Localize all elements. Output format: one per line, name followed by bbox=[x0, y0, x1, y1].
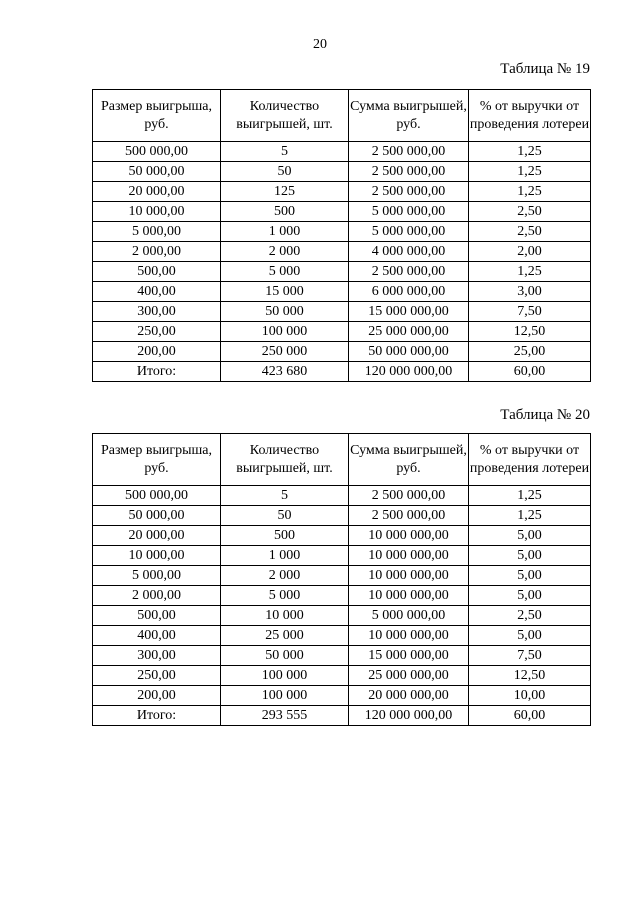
cell-prize-size: 200,00 bbox=[93, 342, 221, 362]
cell-prize-count: 100 000 bbox=[221, 686, 349, 706]
table-row bbox=[93, 202, 591, 222]
table-row bbox=[93, 182, 591, 202]
cell-prize-sum: 15 000 000,00 bbox=[349, 302, 469, 322]
cell-prize-sum: 25 000 000,00 bbox=[349, 666, 469, 686]
cell-revenue-percent: 10,00 bbox=[469, 686, 591, 706]
cell-prize-count: 100 000 bbox=[221, 666, 349, 686]
cell-prize-size: 50 000,00 bbox=[93, 506, 221, 526]
header-revenue-percent: % от выручки от проведения лотереи bbox=[469, 434, 591, 486]
cell-revenue-percent: 7,50 bbox=[469, 302, 591, 322]
header-prize-size: Размер выигрыша, руб. bbox=[93, 434, 221, 486]
table-row bbox=[93, 586, 591, 606]
cell-prize-size: 250,00 bbox=[93, 322, 221, 342]
table-20-caption: Таблица № 20 bbox=[500, 407, 590, 423]
cell-prize-count: 5 bbox=[221, 486, 349, 506]
cell-revenue-percent: 3,00 bbox=[469, 282, 591, 302]
cell-prize-size: 400,00 bbox=[93, 282, 221, 302]
cell-prize-size: 300,00 bbox=[93, 646, 221, 666]
table-row bbox=[93, 606, 591, 626]
header-prize-sum: Сумма выигрышей, руб. bbox=[349, 90, 469, 142]
cell-prize-sum: 10 000 000,00 bbox=[349, 586, 469, 606]
cell-prize-count: 5 000 bbox=[221, 262, 349, 282]
cell-prize-size: 10 000,00 bbox=[93, 546, 221, 566]
cell-prize-size: 250,00 bbox=[93, 666, 221, 686]
cell-revenue-percent: 1,25 bbox=[469, 182, 591, 202]
cell-prize-sum: 2 500 000,00 bbox=[349, 142, 469, 162]
cell-prize-count: 10 000 bbox=[221, 606, 349, 626]
table-row bbox=[93, 222, 591, 242]
cell-prize-size: 2 000,00 bbox=[93, 242, 221, 262]
cell-prize-size: 5 000,00 bbox=[93, 566, 221, 586]
cell-prize-sum: 5 000 000,00 bbox=[349, 222, 469, 242]
table-row bbox=[93, 322, 591, 342]
cell-prize-sum: 2 500 000,00 bbox=[349, 262, 469, 282]
cell-prize-count: 50 bbox=[221, 162, 349, 182]
cell-prize-sum: 25 000 000,00 bbox=[349, 322, 469, 342]
cell-revenue-percent: 5,00 bbox=[469, 626, 591, 646]
cell-prize-count: 125 bbox=[221, 182, 349, 202]
table-row bbox=[93, 506, 591, 526]
table-row bbox=[93, 486, 591, 506]
cell-prize-sum: 15 000 000,00 bbox=[349, 646, 469, 666]
cell-prize-sum: 2 500 000,00 bbox=[349, 486, 469, 506]
cell-prize-size: 20 000,00 bbox=[93, 526, 221, 546]
table-row bbox=[93, 646, 591, 666]
header-prize-sum: Сумма выигрышей, руб. bbox=[349, 434, 469, 486]
cell-prize-count: 500 bbox=[221, 202, 349, 222]
table-row bbox=[93, 666, 591, 686]
cell-prize-sum: 10 000 000,00 bbox=[349, 566, 469, 586]
table-row bbox=[93, 282, 591, 302]
prize-table-19 bbox=[92, 89, 591, 382]
cell-revenue-percent: 1,25 bbox=[469, 506, 591, 526]
total-row bbox=[93, 362, 591, 382]
cell-revenue-percent: 7,50 bbox=[469, 646, 591, 666]
total-row bbox=[93, 706, 591, 726]
cell-revenue-percent: 1,25 bbox=[469, 486, 591, 506]
table-row bbox=[93, 242, 591, 262]
cell-prize-size: 500 000,00 bbox=[93, 142, 221, 162]
cell-prize-size: 2 000,00 bbox=[93, 586, 221, 606]
cell-prize-count: 100 000 bbox=[221, 322, 349, 342]
cell-prize-count: 423 680 bbox=[221, 362, 349, 382]
cell-prize-size: 20 000,00 bbox=[93, 182, 221, 202]
cell-prize-size: Итого: bbox=[93, 706, 221, 726]
cell-prize-sum: 120 000 000,00 bbox=[349, 362, 469, 382]
table-row bbox=[93, 302, 591, 322]
cell-prize-size: 400,00 bbox=[93, 626, 221, 646]
cell-revenue-percent: 5,00 bbox=[469, 586, 591, 606]
cell-revenue-percent: 2,50 bbox=[469, 202, 591, 222]
cell-revenue-percent: 5,00 bbox=[469, 526, 591, 546]
cell-prize-sum: 6 000 000,00 bbox=[349, 282, 469, 302]
cell-prize-count: 15 000 bbox=[221, 282, 349, 302]
cell-prize-size: 50 000,00 bbox=[93, 162, 221, 182]
cell-prize-sum: 4 000 000,00 bbox=[349, 242, 469, 262]
table-row bbox=[93, 566, 591, 586]
cell-prize-count: 2 000 bbox=[221, 242, 349, 262]
prize-table-20 bbox=[92, 433, 591, 726]
cell-revenue-percent: 1,25 bbox=[469, 262, 591, 282]
cell-prize-count: 500 bbox=[221, 526, 349, 546]
cell-prize-count: 1 000 bbox=[221, 222, 349, 242]
header-prize-count: Количество выигрышей, шт. bbox=[221, 434, 349, 486]
cell-prize-size: 500,00 bbox=[93, 262, 221, 282]
table-19-caption: Таблица № 19 bbox=[500, 61, 590, 77]
table-row bbox=[93, 686, 591, 706]
cell-revenue-percent: 2,50 bbox=[469, 222, 591, 242]
cell-prize-size: Итого: bbox=[93, 362, 221, 382]
cell-prize-sum: 120 000 000,00 bbox=[349, 706, 469, 726]
cell-revenue-percent: 1,25 bbox=[469, 162, 591, 182]
header-prize-size: Размер выигрыша, руб. bbox=[93, 90, 221, 142]
cell-revenue-percent: 5,00 bbox=[469, 566, 591, 586]
cell-prize-count: 2 000 bbox=[221, 566, 349, 586]
table-row bbox=[93, 142, 591, 162]
cell-prize-sum: 20 000 000,00 bbox=[349, 686, 469, 706]
cell-revenue-percent: 2,00 bbox=[469, 242, 591, 262]
cell-prize-count: 1 000 bbox=[221, 546, 349, 566]
cell-prize-sum: 10 000 000,00 bbox=[349, 626, 469, 646]
cell-prize-sum: 10 000 000,00 bbox=[349, 526, 469, 546]
cell-prize-size: 300,00 bbox=[93, 302, 221, 322]
table-row bbox=[93, 262, 591, 282]
cell-prize-size: 10 000,00 bbox=[93, 202, 221, 222]
cell-revenue-percent: 25,00 bbox=[469, 342, 591, 362]
cell-prize-count: 50 000 bbox=[221, 302, 349, 322]
cell-prize-count: 50 bbox=[221, 506, 349, 526]
header-row bbox=[93, 90, 591, 142]
cell-revenue-percent: 1,25 bbox=[469, 142, 591, 162]
cell-prize-count: 50 000 bbox=[221, 646, 349, 666]
cell-prize-sum: 5 000 000,00 bbox=[349, 202, 469, 222]
cell-prize-sum: 5 000 000,00 bbox=[349, 606, 469, 626]
cell-revenue-percent: 5,00 bbox=[469, 546, 591, 566]
cell-revenue-percent: 12,50 bbox=[469, 666, 591, 686]
table-row bbox=[93, 546, 591, 566]
cell-prize-count: 250 000 bbox=[221, 342, 349, 362]
cell-prize-size: 200,00 bbox=[93, 686, 221, 706]
cell-prize-count: 5 bbox=[221, 142, 349, 162]
header-revenue-percent: % от выручки от проведения лотереи bbox=[469, 90, 591, 142]
header-prize-count: Количество выигрышей, шт. bbox=[221, 90, 349, 142]
table-row bbox=[93, 162, 591, 182]
table-row bbox=[93, 526, 591, 546]
table-row bbox=[93, 626, 591, 646]
page-number: 20 bbox=[313, 37, 327, 52]
table-row bbox=[93, 342, 591, 362]
cell-prize-sum: 10 000 000,00 bbox=[349, 546, 469, 566]
cell-prize-size: 500 000,00 bbox=[93, 486, 221, 506]
cell-prize-count: 5 000 bbox=[221, 586, 349, 606]
cell-prize-sum: 50 000 000,00 bbox=[349, 342, 469, 362]
cell-prize-count: 293 555 bbox=[221, 706, 349, 726]
cell-prize-sum: 2 500 000,00 bbox=[349, 162, 469, 182]
cell-prize-count: 25 000 bbox=[221, 626, 349, 646]
cell-revenue-percent: 2,50 bbox=[469, 606, 591, 626]
cell-revenue-percent: 60,00 bbox=[469, 362, 591, 382]
cell-prize-sum: 2 500 000,00 bbox=[349, 506, 469, 526]
header-row bbox=[93, 434, 591, 486]
cell-revenue-percent: 60,00 bbox=[469, 706, 591, 726]
cell-prize-size: 5 000,00 bbox=[93, 222, 221, 242]
cell-prize-sum: 2 500 000,00 bbox=[349, 182, 469, 202]
cell-prize-size: 500,00 bbox=[93, 606, 221, 626]
cell-revenue-percent: 12,50 bbox=[469, 322, 591, 342]
